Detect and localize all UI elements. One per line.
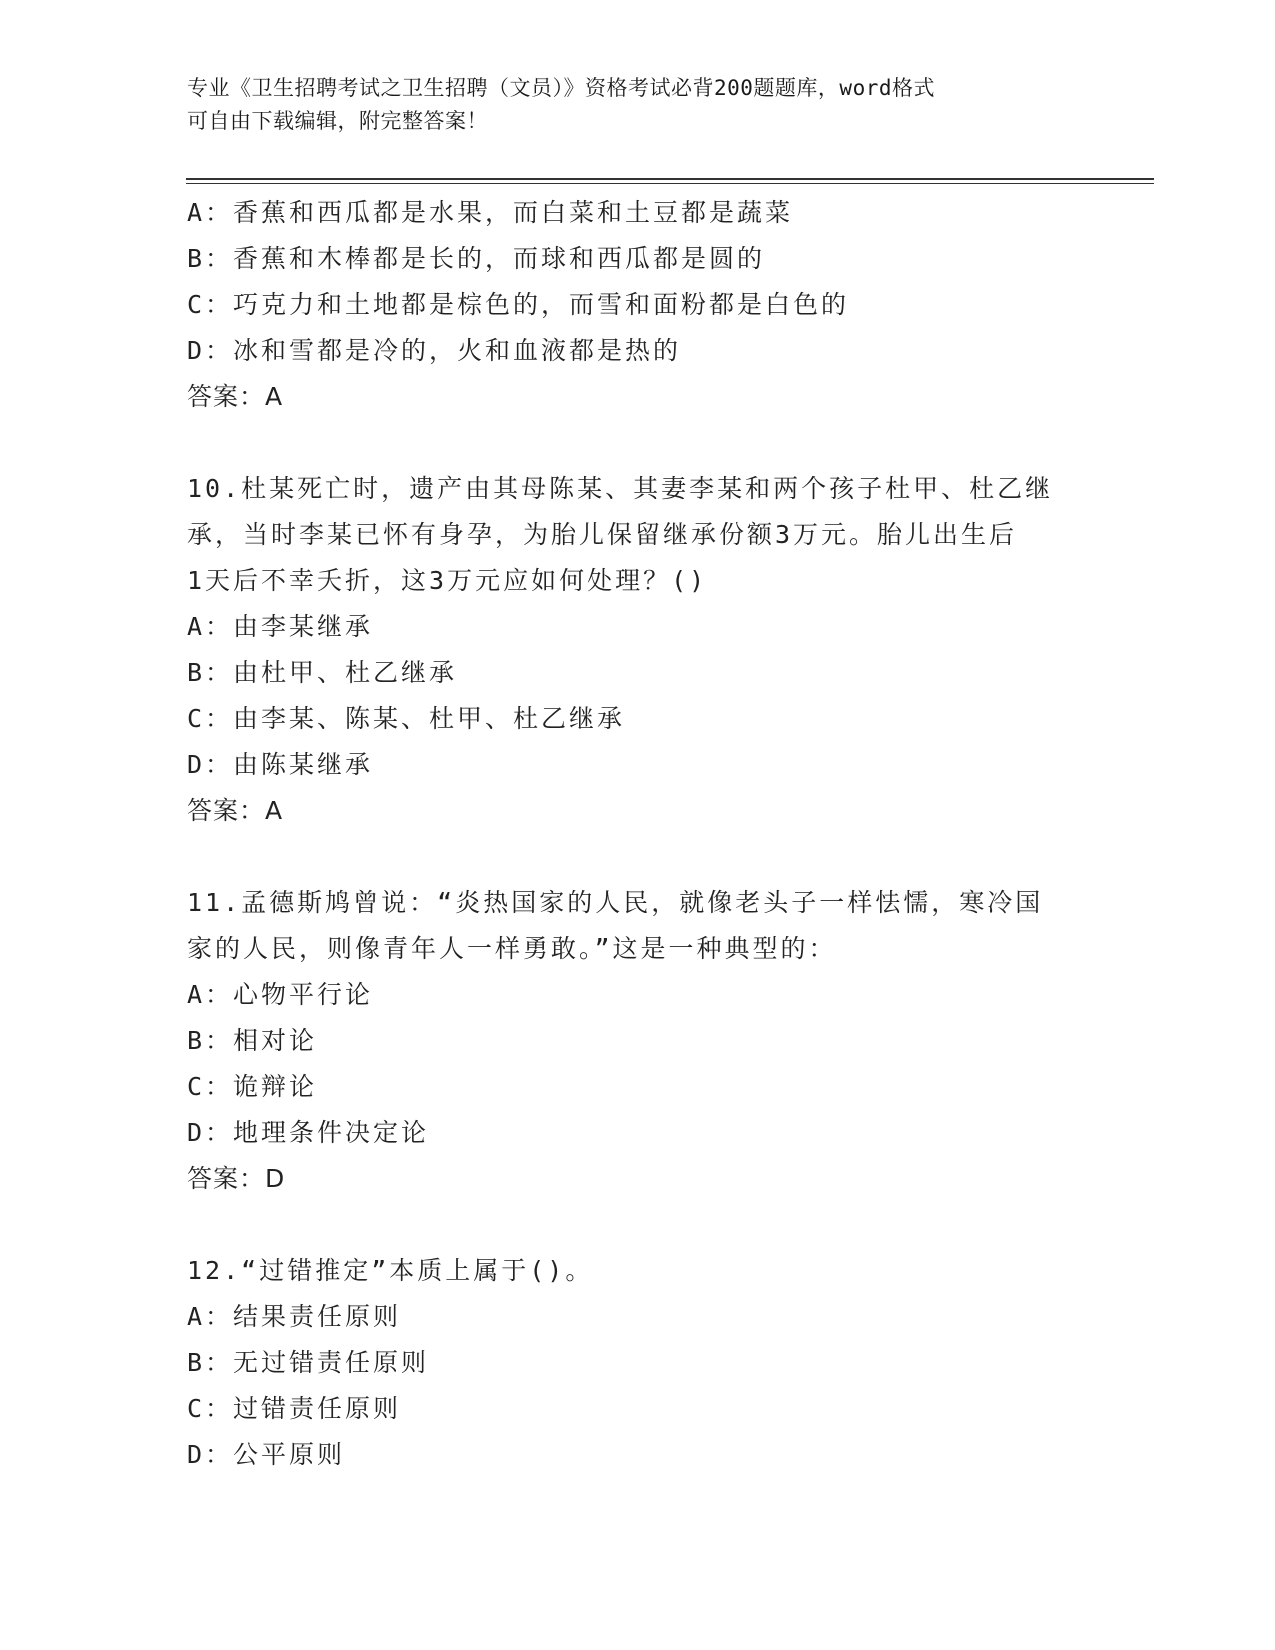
header-line-1: 专业《卫生招聘考试之卫生招聘（文员）》资格考试必背200题题库，word格式 [187, 76, 935, 100]
question-stem-line: 11.孟德斯鸠曾说：“炎热国家的人民，就像老头子一样怯懦，寒冷国 [187, 888, 1044, 917]
option-d: D：由陈某继承 [187, 750, 374, 779]
option-d: D：地理条件决定论 [187, 1118, 430, 1147]
option-a: A：结果责任原则 [187, 1302, 402, 1331]
header-line-2: 可自由下载编辑，附完整答案！ [187, 109, 488, 133]
header-divider-thick [186, 178, 1154, 180]
spacer [187, 834, 1087, 880]
option-b: B：香蕉和木棒都是长的，而球和西瓜都是圆的 [187, 244, 766, 273]
answer: 答案：A [187, 796, 284, 825]
answer: 答案：D [187, 1164, 286, 1193]
document-header [187, 72, 1067, 138]
question-10 [187, 466, 1087, 834]
question-stem-line: 12.“过错推定”本质上属于()。 [187, 1256, 594, 1285]
option-b: B：由杜甲、杜乙继承 [187, 658, 458, 687]
option-c: C：由李某、陈某、杜甲、杜乙继承 [187, 704, 626, 733]
spacer [187, 420, 1087, 466]
header-divider-thin [186, 183, 1154, 184]
question-stem-line: 家的人民，则像青年人一样勇敢。”这是一种典型的： [187, 934, 837, 963]
option-c: C：过错责任原则 [187, 1394, 402, 1423]
question-11 [187, 880, 1087, 1202]
question-9 [187, 190, 1087, 420]
question-stem-line: 10.杜某死亡时，遗产由其母陈某、其妻李某和两个孩子杜甲、杜乙继 [187, 474, 1054, 503]
question-stem-line: 承，当时李某已怀有身孕，为胎儿保留继承份额3万元。胎儿出生后 [187, 520, 1018, 549]
spacer [187, 1202, 1087, 1248]
option-c: C：诡辩论 [187, 1072, 318, 1101]
option-b: B：无过错责任原则 [187, 1348, 430, 1377]
answer: 答案：A [187, 382, 284, 411]
question-12 [187, 1248, 1087, 1478]
option-d: D：公平原则 [187, 1440, 346, 1469]
option-c: C：巧克力和土地都是棕色的，而雪和面粉都是白色的 [187, 290, 850, 319]
question-list [187, 190, 1087, 1478]
option-b: B：相对论 [187, 1026, 318, 1055]
question-stem-line: 1天后不幸夭折，这3万元应如何处理？() [187, 566, 708, 595]
option-a: A：心物平行论 [187, 980, 374, 1009]
option-d: D：冰和雪都是冷的，火和血液都是热的 [187, 336, 682, 365]
option-a: A：由李某继承 [187, 612, 374, 641]
option-a: A：香蕉和西瓜都是水果，而白菜和土豆都是蔬菜 [187, 198, 794, 227]
